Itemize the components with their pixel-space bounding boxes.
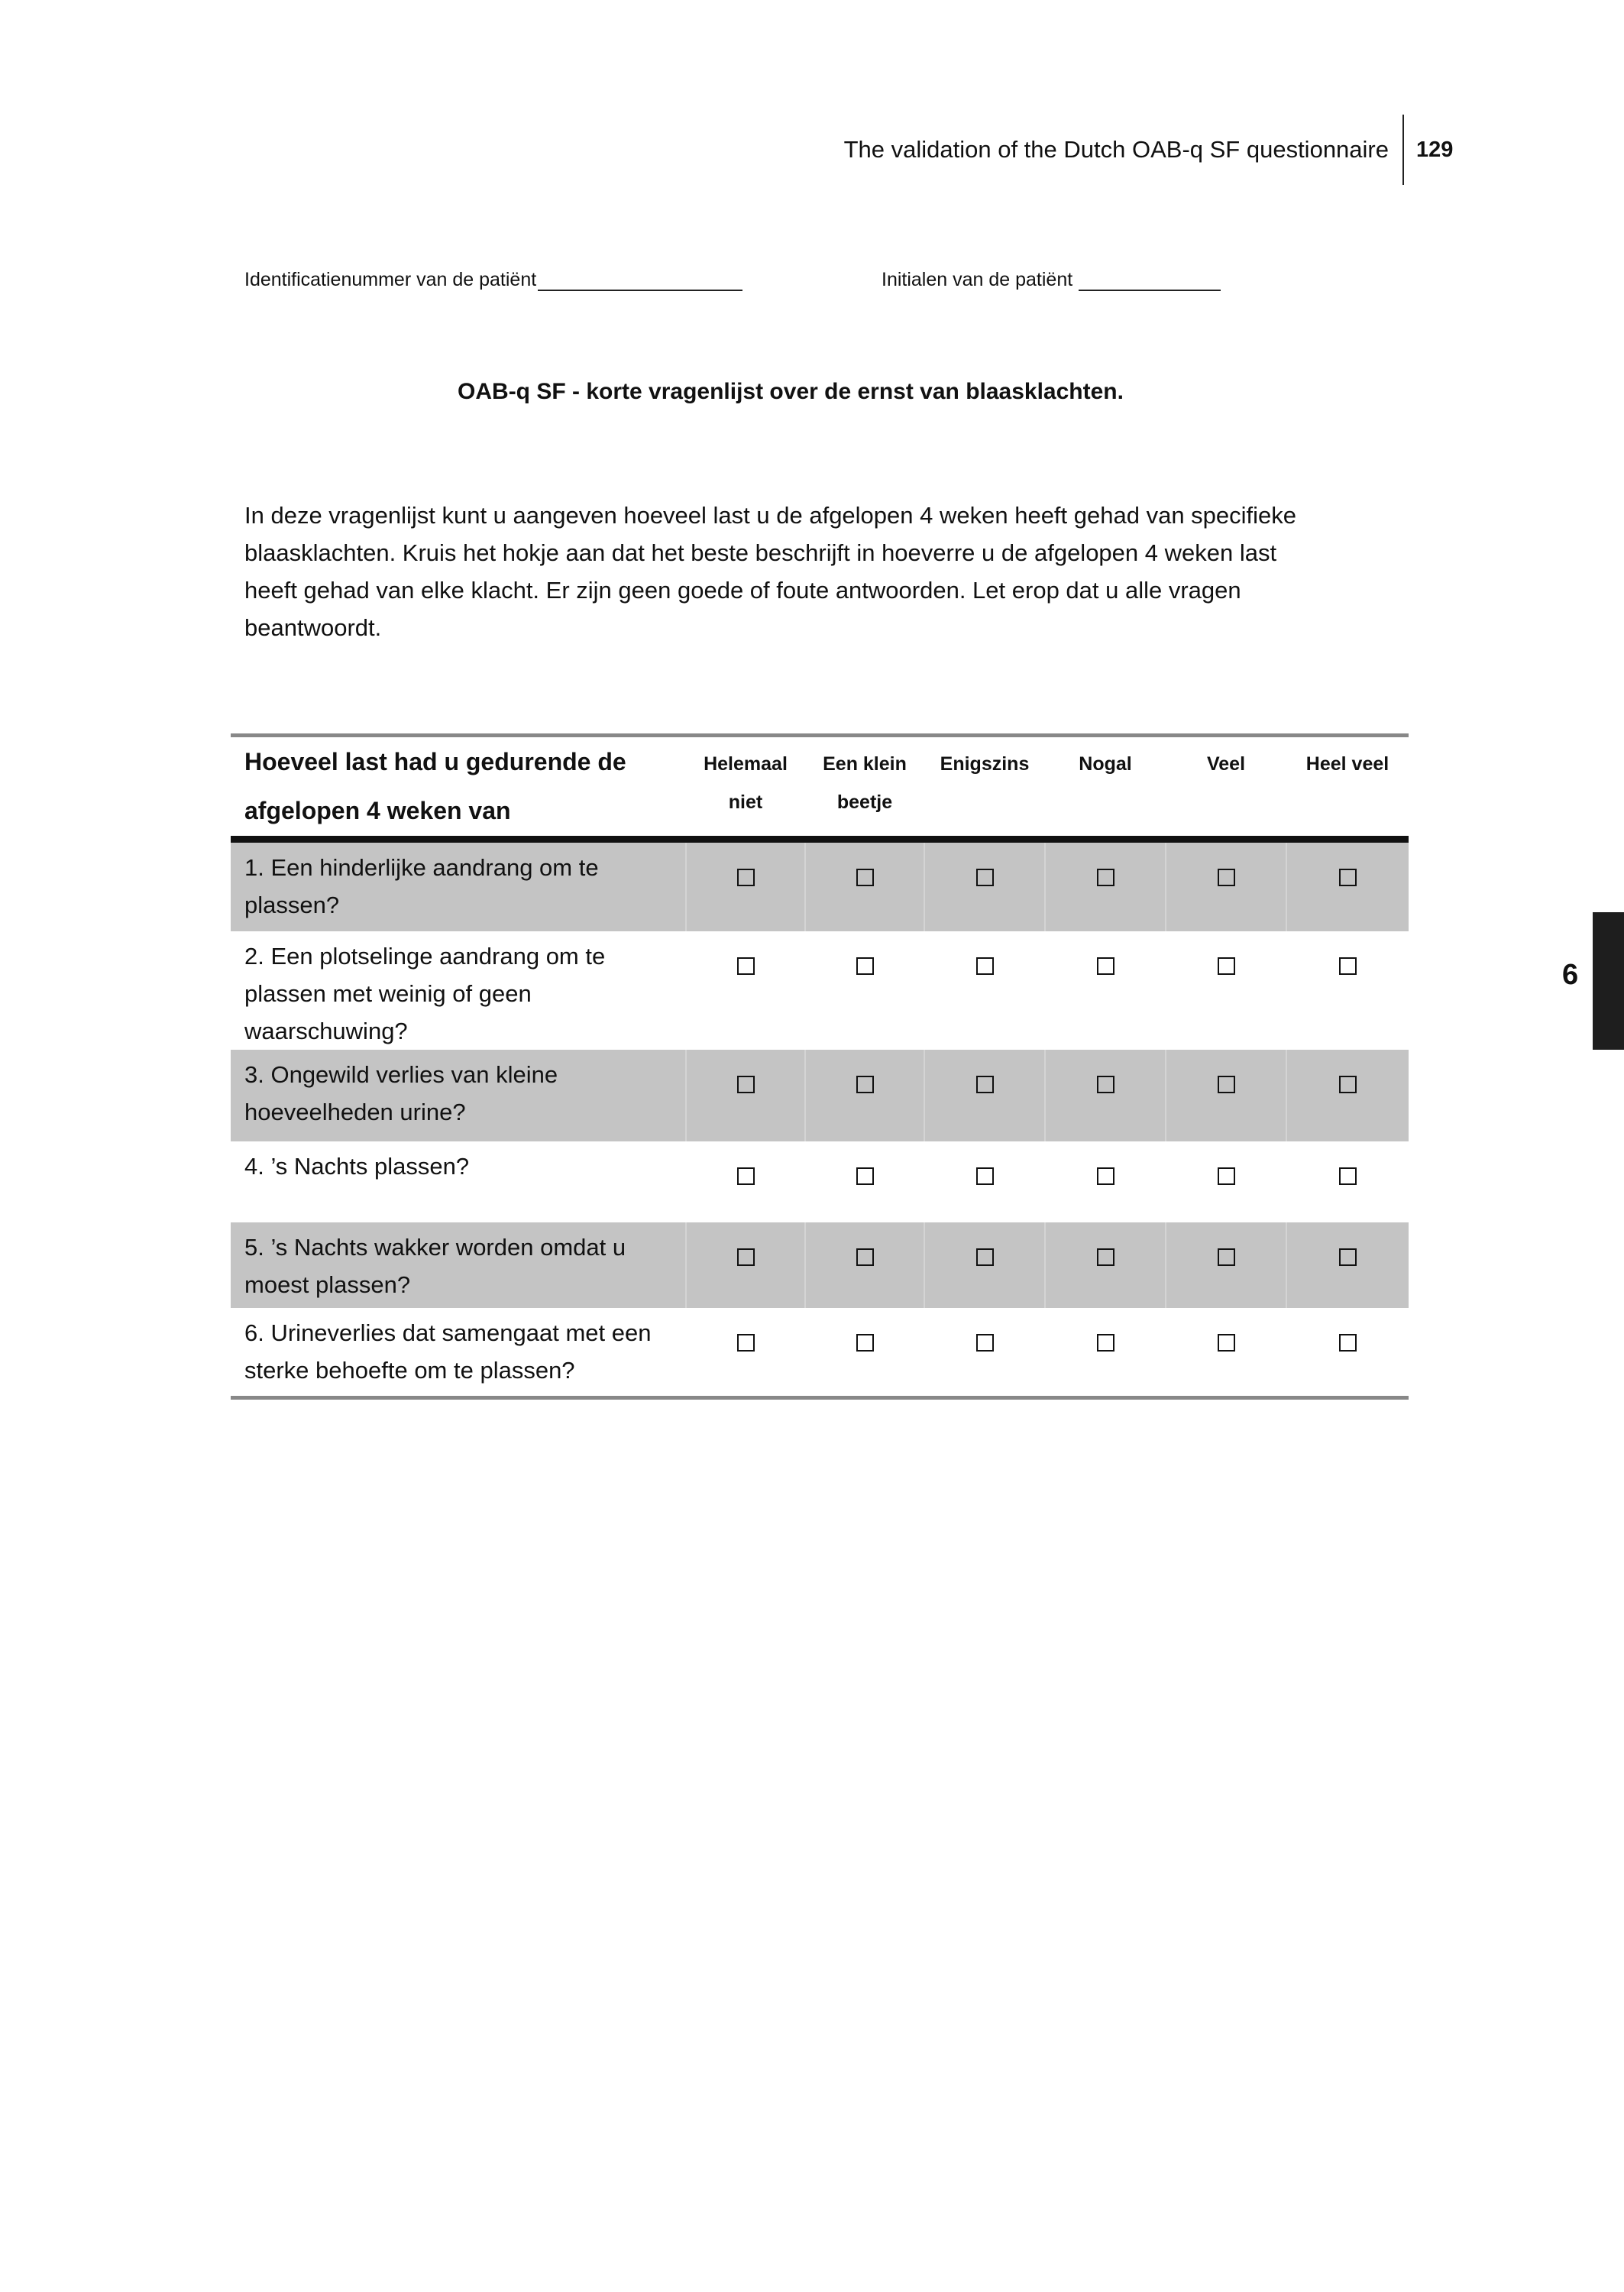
question-text bbox=[231, 931, 686, 1050]
question-line: plassen? bbox=[244, 892, 340, 918]
answer-cell bbox=[1286, 840, 1409, 931]
answer-checkbox[interactable] bbox=[1218, 957, 1235, 975]
answer-checkbox[interactable] bbox=[856, 1334, 874, 1352]
question-line: 4. ’s Nachts plassen? bbox=[244, 1152, 470, 1180]
answer-cell bbox=[1045, 840, 1166, 931]
answer-cell bbox=[686, 1050, 805, 1141]
answer-checkbox[interactable] bbox=[976, 1248, 994, 1266]
table-header-row bbox=[231, 736, 1409, 840]
option-header-line: Helemaal bbox=[704, 753, 788, 775]
question-line: 6. Urineverlies dat samengaat met een bbox=[244, 1319, 652, 1346]
answer-cell bbox=[1045, 1222, 1166, 1308]
answer-checkbox[interactable] bbox=[856, 957, 874, 975]
answer-checkbox[interactable] bbox=[976, 1334, 994, 1352]
answer-checkbox[interactable] bbox=[1218, 1167, 1235, 1185]
answer-checkbox[interactable] bbox=[1097, 957, 1114, 975]
question-line: 3. Ongewild verlies van kleine bbox=[244, 1060, 558, 1088]
page-number: 129 bbox=[1416, 137, 1454, 162]
answer-checkbox[interactable] bbox=[856, 1248, 874, 1266]
question-text bbox=[231, 1141, 686, 1222]
option-header-line: Een klein bbox=[823, 753, 907, 775]
patient-id-label: Identificatienummer van de patiënt bbox=[244, 269, 537, 290]
intro-paragraph bbox=[244, 497, 1344, 646]
question-line: 5. ’s Nachts wakker worden omdat u bbox=[244, 1233, 626, 1261]
answer-checkbox[interactable] bbox=[856, 1167, 874, 1185]
question-row bbox=[231, 840, 1409, 931]
question-column-header bbox=[231, 736, 686, 840]
answer-cell bbox=[805, 1050, 924, 1141]
answer-cell bbox=[1286, 1050, 1409, 1141]
patient-initials-field bbox=[882, 269, 1221, 291]
question-header-line: afgelopen 4 weken van bbox=[244, 797, 511, 824]
question-line: 2. Een plotselinge aandrang om te bbox=[244, 942, 606, 970]
answer-cell bbox=[1286, 931, 1409, 1050]
answer-cell bbox=[1286, 1141, 1409, 1222]
question-row bbox=[231, 1141, 1409, 1222]
patient-initials-label: Initialen van de patiënt bbox=[882, 269, 1073, 290]
answer-checkbox[interactable] bbox=[1339, 1167, 1357, 1185]
chapter-number: 6 bbox=[1562, 959, 1579, 991]
intro-line: heeft gehad van elke klacht. Er zijn geen goede of foute antwoorden. Let erop dat u alle vragen bbox=[244, 577, 1241, 604]
option-header-line: niet bbox=[728, 792, 763, 813]
question-text bbox=[231, 1222, 686, 1308]
option-header-line: Heel veel bbox=[1305, 753, 1389, 775]
running-header bbox=[840, 115, 1459, 185]
answer-cell bbox=[686, 840, 805, 931]
option-header-line: Nogal bbox=[1079, 753, 1132, 775]
option-header-line: Veel bbox=[1206, 753, 1246, 775]
answer-cell bbox=[924, 931, 1045, 1050]
answer-checkbox[interactable] bbox=[856, 869, 874, 886]
question-text bbox=[231, 840, 686, 931]
answer-cell bbox=[805, 931, 924, 1050]
answer-checkbox[interactable] bbox=[976, 869, 994, 886]
answer-checkbox[interactable] bbox=[737, 1076, 755, 1093]
answer-checkbox[interactable] bbox=[1339, 869, 1357, 886]
running-title: The validation of the Dutch OAB-q SF questionnaire bbox=[843, 136, 1389, 163]
option-header bbox=[1166, 736, 1286, 840]
patient-id-input-line[interactable] bbox=[538, 270, 742, 291]
chapter-tab-marker bbox=[1593, 912, 1624, 1050]
questionnaire-table-wrapper bbox=[231, 733, 1409, 1400]
answer-checkbox[interactable] bbox=[1339, 957, 1357, 975]
answer-cell bbox=[1166, 1050, 1286, 1141]
answer-checkbox[interactable] bbox=[737, 1167, 755, 1185]
answer-checkbox[interactable] bbox=[976, 957, 994, 975]
answer-cell bbox=[924, 1141, 1045, 1222]
answer-cell bbox=[1166, 840, 1286, 931]
answer-checkbox[interactable] bbox=[1218, 869, 1235, 886]
answer-cell bbox=[924, 840, 1045, 931]
answer-cell bbox=[686, 1141, 805, 1222]
option-header-line: beetje bbox=[836, 792, 893, 813]
answer-checkbox[interactable] bbox=[1218, 1248, 1235, 1266]
patient-initials-input-line[interactable] bbox=[1079, 270, 1221, 291]
answer-checkbox[interactable] bbox=[1097, 1167, 1114, 1185]
question-row bbox=[231, 931, 1409, 1050]
answer-cell bbox=[1166, 931, 1286, 1050]
question-row bbox=[231, 1050, 1409, 1141]
answer-cell bbox=[805, 840, 924, 931]
answer-checkbox[interactable] bbox=[1339, 1334, 1357, 1352]
intro-line: blaasklachten. Kruis het hokje aan dat het beste beschrijft in hoeverre u de afgelopen 4 weken last bbox=[244, 539, 1277, 566]
option-header-line: Enigszins bbox=[940, 753, 1030, 775]
intro-line: beantwoordt. bbox=[244, 614, 382, 641]
answer-checkbox[interactable] bbox=[1218, 1076, 1235, 1093]
question-text bbox=[231, 1308, 686, 1398]
option-header bbox=[1286, 736, 1409, 840]
questionnaire-table bbox=[231, 733, 1409, 1400]
answer-checkbox[interactable] bbox=[1218, 1334, 1235, 1352]
answer-cell bbox=[686, 931, 805, 1050]
option-header bbox=[1045, 736, 1166, 840]
intro-line: In deze vragenlijst kunt u aangeven hoeveel last u de afgelopen 4 weken heeft gehad van specifieke bbox=[244, 502, 1297, 529]
question-row bbox=[231, 1308, 1409, 1398]
answer-cell bbox=[1045, 1050, 1166, 1141]
answer-checkbox[interactable] bbox=[737, 1334, 755, 1352]
answer-cell bbox=[1286, 1222, 1409, 1308]
answer-cell bbox=[805, 1141, 924, 1222]
answer-checkbox[interactable] bbox=[737, 1248, 755, 1266]
answer-checkbox[interactable] bbox=[1097, 869, 1114, 886]
answer-checkbox[interactable] bbox=[1097, 1076, 1114, 1093]
patient-id-field bbox=[244, 269, 742, 291]
answer-cell bbox=[805, 1222, 924, 1308]
option-header bbox=[686, 736, 805, 840]
answer-checkbox[interactable] bbox=[976, 1167, 994, 1185]
answer-checkbox[interactable] bbox=[1339, 1248, 1357, 1266]
answer-cell bbox=[1045, 1308, 1166, 1398]
answer-checkbox[interactable] bbox=[737, 957, 755, 975]
question-line: plassen met weinig of geen bbox=[244, 979, 532, 1007]
answer-cell bbox=[1166, 1308, 1286, 1398]
answer-cell bbox=[1045, 931, 1166, 1050]
question-header-line: Hoeveel last had u gedurende de bbox=[244, 748, 626, 775]
answer-checkbox[interactable] bbox=[976, 1076, 994, 1093]
answer-checkbox[interactable] bbox=[1097, 1334, 1114, 1352]
question-row bbox=[231, 1222, 1409, 1308]
answer-cell bbox=[1166, 1141, 1286, 1222]
answer-cell bbox=[924, 1308, 1045, 1398]
answer-cell bbox=[924, 1222, 1045, 1308]
question-line: hoeveelheden urine? bbox=[244, 1098, 466, 1125]
answer-cell bbox=[686, 1308, 805, 1398]
question-line: sterke behoefte om te plassen? bbox=[244, 1356, 575, 1384]
option-header bbox=[805, 736, 924, 840]
answer-cell bbox=[1045, 1141, 1166, 1222]
answer-checkbox[interactable] bbox=[737, 869, 755, 886]
answer-cell bbox=[805, 1308, 924, 1398]
answer-checkbox[interactable] bbox=[1339, 1076, 1357, 1093]
answer-checkbox[interactable] bbox=[1097, 1248, 1114, 1266]
question-line: waarschuwing? bbox=[244, 1017, 408, 1044]
answer-checkbox[interactable] bbox=[856, 1076, 874, 1093]
question-line: 1. Een hinderlijke aandrang om te bbox=[244, 854, 599, 881]
answer-cell bbox=[686, 1222, 805, 1308]
answer-cell bbox=[1166, 1222, 1286, 1308]
questionnaire-title: OAB-q SF - korte vragenlijst over de ernst van blaasklachten. bbox=[458, 379, 1124, 404]
question-line: moest plassen? bbox=[244, 1271, 411, 1298]
answer-cell bbox=[924, 1050, 1045, 1141]
answer-cell bbox=[1286, 1308, 1409, 1398]
question-text bbox=[231, 1050, 686, 1141]
option-header bbox=[924, 736, 1045, 840]
